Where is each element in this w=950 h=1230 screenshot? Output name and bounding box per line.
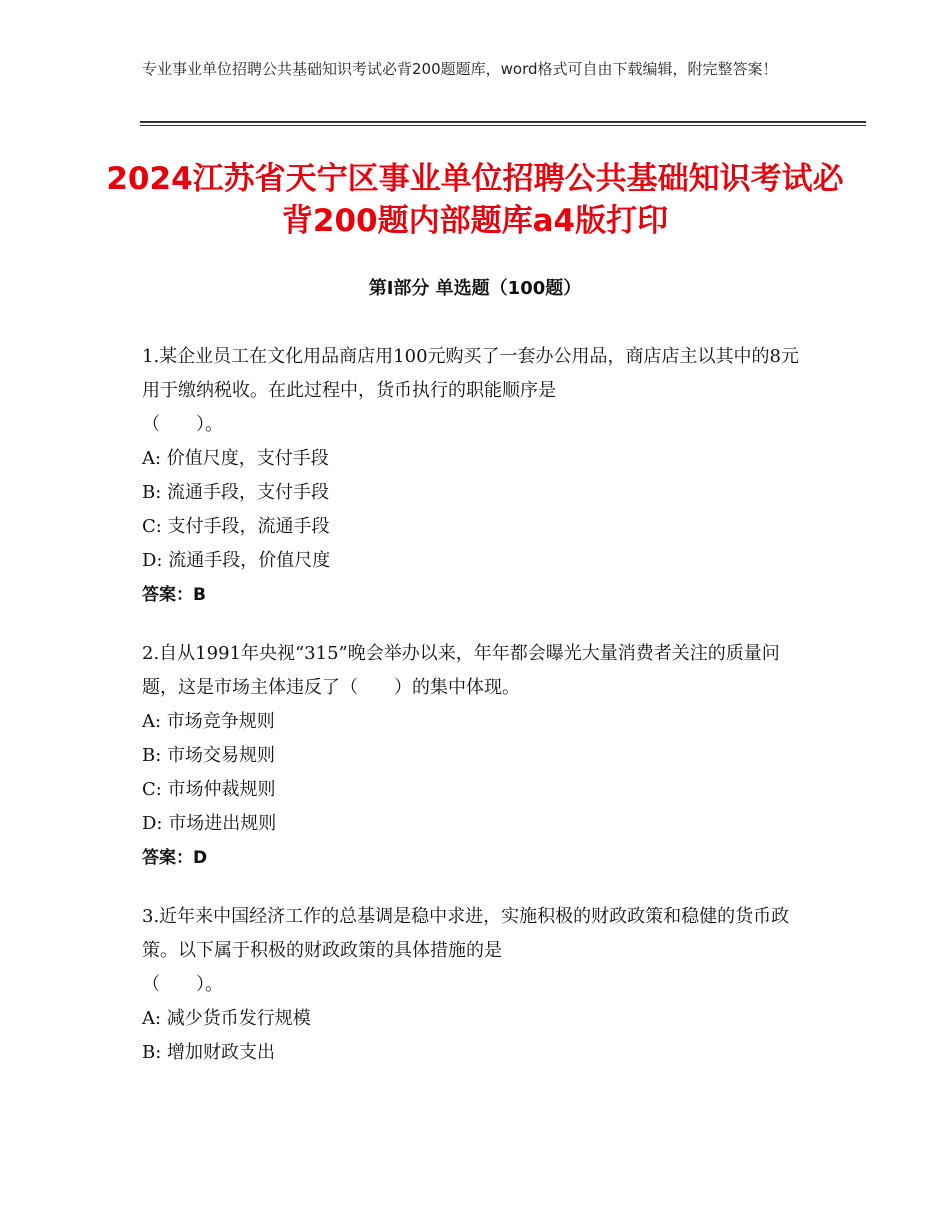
answer-blank: （ ）。 xyxy=(142,414,223,435)
section-title: 第I部分 单选题（100题） xyxy=(368,278,582,299)
header-divider-thick xyxy=(140,121,866,123)
option-d: D: 市场进出规则 xyxy=(142,813,277,834)
option-b: B: 增加财政支出 xyxy=(142,1042,276,1063)
question-stem xyxy=(142,900,802,1002)
option-b: B: 市场交易规则 xyxy=(142,745,276,766)
document-title: 2024江苏省天宁区事业单位招聘公共基础知识考试必背200题内部题库a4版打印 xyxy=(106,161,844,239)
question-stem xyxy=(142,637,802,705)
answer-blank: （ ）。 xyxy=(142,974,223,995)
option-b: B: 流通手段，支付手段 xyxy=(142,482,330,503)
question-2 xyxy=(142,637,802,875)
answer-key: 答案：B xyxy=(142,585,206,605)
option-d: D: 流通手段，价值尺度 xyxy=(142,550,331,571)
header-divider-thin xyxy=(140,125,866,126)
answer-key: 答案：D xyxy=(142,848,208,868)
question-3 xyxy=(142,900,802,1070)
question-text: 1.某企业员工在文化用品商店用100元购买了一套办公用品，商店店主以其中的8元用于缴纳税收。在此过程中，货币执行的职能顺序是 xyxy=(142,346,799,401)
option-a: A: 减少货币发行规模 xyxy=(142,1008,311,1029)
question-list xyxy=(142,340,802,1095)
question-text: 2.自从1991年央视“315”晚会举办以来，年年都会曝光大量消费者关注的质量问题，这是市场主体违反了（ ）的集中体现。 xyxy=(142,643,780,698)
option-a: A: 价值尺度，支付手段 xyxy=(142,448,329,469)
page-header: 专业事业单位招聘公共基础知识考试必背200题题库，word格式可自由下载编辑，附完整答案！ xyxy=(142,60,778,78)
question-text: 3.近年来中国经济工作的总基调是稳中求进，实施积极的财政政策和稳健的货币政策。以下属于积极的财政政策的具体措施的是 xyxy=(142,906,790,961)
question-stem xyxy=(142,340,802,442)
option-c: C: 支付手段，流通手段 xyxy=(142,516,330,537)
option-c: C: 市场仲裁规则 xyxy=(142,779,276,800)
question-1 xyxy=(142,340,802,612)
option-a: A: 市场竞争规则 xyxy=(142,711,275,732)
